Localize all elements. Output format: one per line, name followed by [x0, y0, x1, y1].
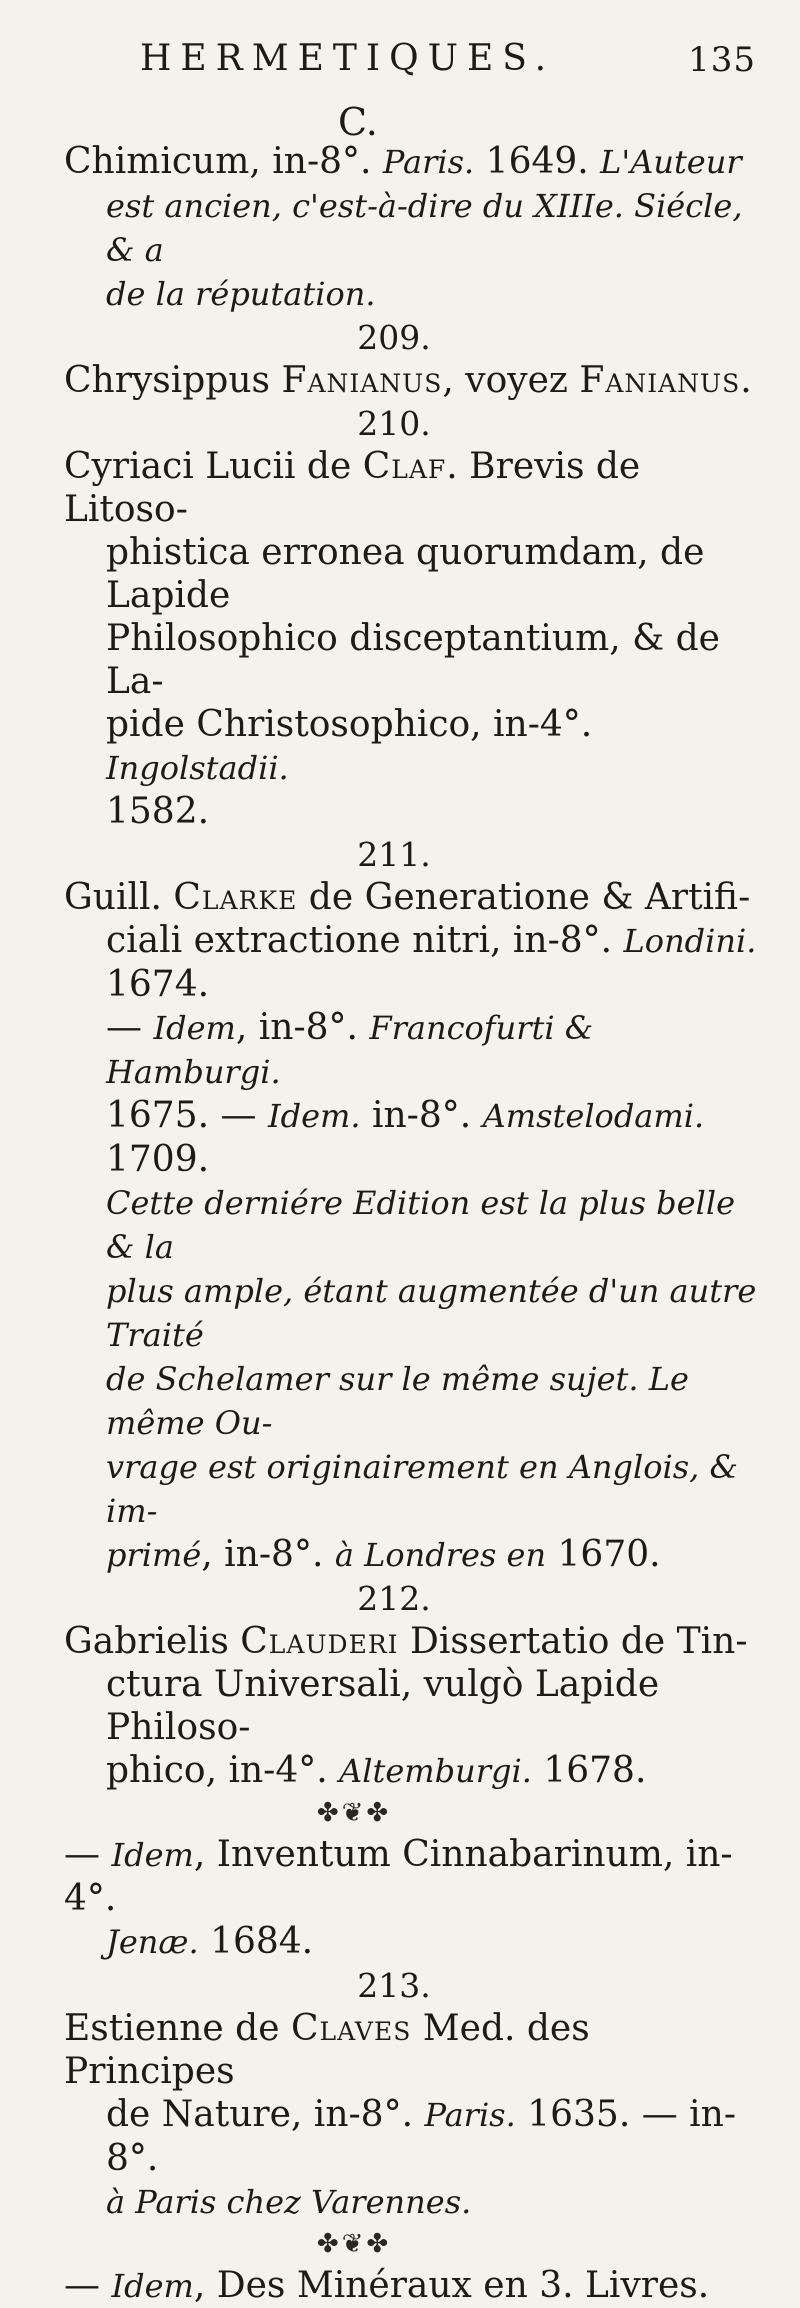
text-run: phico, in-4°. — [106, 1750, 340, 1791]
italic-run: Ingolstadii. — [106, 749, 289, 787]
text-run: , in-8°. — [201, 1534, 335, 1575]
text-run: . Brevis de Litoso- — [64, 446, 641, 530]
text-run: in-8°. — [360, 1095, 483, 1136]
bibliography-entry — [64, 833, 764, 1577]
text-run: ciali extractione nitri, in-8°. — [106, 920, 624, 961]
italic-run: de la réputation. — [106, 275, 376, 313]
italic-run: Francofurti & Hamburgi. — [106, 1009, 594, 1091]
text-run: Cyriaci Lucii de — [64, 446, 363, 487]
entry-number: 211. — [357, 835, 431, 874]
entry-number: 209. — [357, 318, 431, 357]
text-run: 1670. — [546, 1534, 661, 1575]
entry-number: 213. — [357, 1966, 431, 2005]
text-run: Estienne de — [64, 2008, 291, 2049]
entry-line — [64, 1269, 764, 1357]
italic-run: primé — [106, 1536, 202, 1574]
text-run: — — [106, 1007, 154, 1048]
text-run: 1709. — [106, 1139, 210, 1180]
text-run: . — [740, 360, 752, 401]
bibliography-entries — [64, 140, 764, 2308]
running-header — [140, 38, 760, 98]
italic-run: Paris. — [382, 143, 475, 181]
entry-line — [64, 876, 764, 919]
entry-line — [64, 1920, 764, 1964]
author-name: Clarke — [173, 877, 298, 918]
entry-line — [64, 1006, 764, 1094]
italic-run: Amstelodami. — [482, 1097, 705, 1135]
running-title: HERMETIQUES. — [140, 38, 556, 79]
bibliography-entry — [64, 316, 764, 402]
bibliography-entry — [64, 1577, 764, 1964]
entry-line — [64, 963, 764, 1006]
text-run: , voyez — [442, 360, 580, 401]
italic-run: Londini. — [623, 922, 757, 960]
entry-line — [64, 272, 764, 316]
section-letter: C. — [338, 100, 378, 144]
text-run: 1635. — in-8°. — [106, 2094, 737, 2179]
bibliography-entry — [64, 140, 764, 316]
text-run: , Des Minéraux en 3. Livres. — [193, 2265, 710, 2306]
text-run: — — [64, 2265, 112, 2306]
text-run: Gabrielis — [64, 1621, 241, 1662]
entry-line — [64, 1181, 764, 1269]
entry-line — [64, 1663, 764, 1749]
entry-number: 212. — [357, 1579, 431, 1618]
entry-line — [64, 617, 764, 703]
entry-line — [64, 1357, 764, 1445]
author-name: Claf — [362, 446, 447, 487]
entry-line — [64, 1533, 764, 1577]
italic-run: Paris. — [424, 2096, 516, 2134]
text-run: de Generatione & Artifi- — [297, 877, 751, 918]
entry-line — [64, 1749, 764, 1793]
author-name: Clauderi — [240, 1621, 399, 1662]
text-run: 1678. — [531, 1750, 647, 1791]
author-name: Fanianus — [281, 360, 443, 401]
text-run: ctura Universali, vulgò Lapide Philoso- — [106, 1664, 660, 1748]
entry-line — [64, 2264, 764, 2308]
italic-run: Altemburgi. — [339, 1752, 532, 1790]
text-run: Med. des Principes — [64, 2008, 590, 2092]
text-run: Philosophico disceptantium, & de La- — [106, 618, 720, 702]
entry-number: 210. — [357, 404, 431, 443]
text-run: Guill. — [64, 877, 174, 918]
italic-run: Idem — [153, 1009, 236, 1047]
text-run: 1674. — [106, 964, 210, 1005]
italic-run: de Schelamer sur le même sujet. Le même Ou- — [106, 1360, 689, 1442]
text-run: pide Christosophico, in-4°. — [106, 704, 593, 745]
text-run: phistica erronea quorumdam, de Lapide — [106, 532, 705, 616]
italic-run: Jenæ. — [106, 1923, 199, 1961]
italic-run: Cette derniére Edition est la plus belle & la — [106, 1184, 735, 1266]
entry-line — [64, 790, 764, 833]
text-run: , in-8°. — [235, 1007, 370, 1048]
text-run: , Inventum Cinnabarinum, in-4°. — [64, 1834, 733, 1919]
text-run: Chrysippus — [64, 360, 282, 401]
entry-line — [64, 1833, 764, 1920]
text-run: de Nature, in-8°. — [106, 2094, 425, 2135]
entry-line — [64, 1094, 764, 1181]
fleuron-ornament: ✤❦✤ — [316, 2229, 392, 2259]
bibliography-entry — [64, 402, 764, 833]
entry-line — [64, 1445, 764, 1533]
italic-run: Idem — [111, 2267, 194, 2305]
text-run: 1649. — [474, 141, 601, 182]
text-run: 1675. — — [106, 1095, 268, 1136]
italic-run: est ancien, c'est-à-dire du XIIIe. Siécle, & a — [106, 187, 743, 269]
italic-run: plus ample, étant augmentée d'un autre Traité — [106, 1272, 757, 1354]
author-name: Fanianus — [579, 360, 741, 401]
italic-run: Idem. — [267, 1097, 361, 1135]
entry-line — [64, 2007, 764, 2093]
bibliography-entry — [64, 1964, 764, 2308]
author-name: Claves — [290, 2008, 412, 2049]
text-run: 1684. — [198, 1921, 314, 1962]
fleuron-ornament: ✤❦✤ — [316, 1798, 392, 1828]
text-run: Dissertatio de Tin- — [398, 1621, 748, 1662]
entry-line — [64, 919, 764, 963]
italic-run: L'Auteur — [600, 143, 742, 181]
entry-line — [64, 184, 764, 272]
text-run: 1582. — [106, 791, 210, 832]
entry-line — [64, 531, 764, 617]
text-run: — — [64, 1834, 112, 1875]
italic-run: vrage est originairement en Anglois, & im- — [106, 1448, 738, 1530]
text-run: Chimicum, in-8°. — [64, 141, 383, 182]
entry-line — [64, 1620, 764, 1663]
entry-line — [64, 445, 764, 531]
italic-run: à Paris chez Varennes. — [106, 2183, 472, 2221]
entry-line — [64, 140, 764, 184]
page-number: 135 — [688, 40, 756, 80]
entry-line — [64, 703, 764, 790]
italic-run: Idem — [111, 1836, 194, 1874]
entry-line — [64, 359, 764, 402]
entry-line — [64, 2180, 764, 2224]
italic-run: à Londres en — [334, 1536, 547, 1574]
entry-line — [64, 2093, 764, 2180]
